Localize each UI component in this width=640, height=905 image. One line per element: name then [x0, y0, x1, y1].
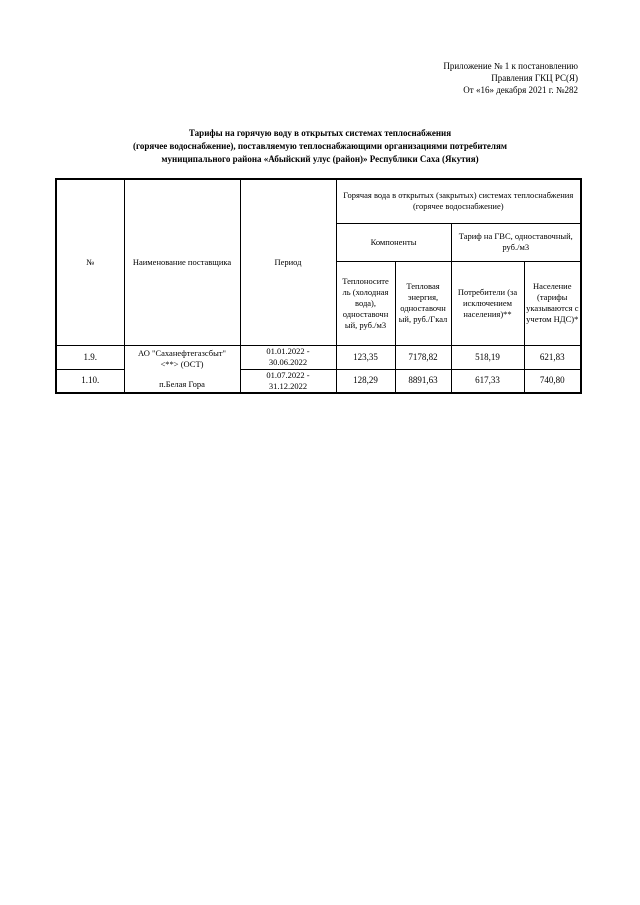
- appendix-line-1: Приложение № 1 к постановлению: [443, 61, 578, 71]
- row-heat-carrier: 123,35: [336, 345, 395, 369]
- appendix-note: [338, 60, 578, 96]
- header-hot-water: Горячая вода в открытых (закрытых) системах теплоснабжения (горячее водоснабжение): [336, 179, 581, 223]
- title-line-1: Тарифы на горячую воду в открытых системах теплоснабжения: [188, 128, 452, 138]
- row-heat-carrier: 128,29: [336, 369, 395, 393]
- row-consumers: 518,19: [451, 345, 524, 369]
- row-heat-energy: 8891,63: [395, 369, 451, 393]
- appendix-line-2: Правления ГКЦ РС(Я): [491, 73, 578, 83]
- row-consumers: 617,33: [451, 369, 524, 393]
- document-title: [60, 127, 580, 166]
- supplier-location: п.Белая Гора: [159, 378, 205, 389]
- row-population: 740,80: [524, 369, 581, 393]
- row-heat-energy: 7178,82: [395, 345, 451, 369]
- header-heat-energy: Тепловая энергия, одноставочн ый, руб./Гкал: [395, 261, 451, 345]
- row-period: [240, 345, 336, 369]
- supplier-name: АО "Саханефтегазсбыт": [138, 347, 226, 358]
- row-num: 1.9.: [56, 345, 124, 369]
- period-end: 30.06.2022: [268, 357, 308, 367]
- supplier-cell: [124, 345, 240, 393]
- table-row: [56, 345, 581, 369]
- header-consumers: Потребители (за исключением населения)**: [451, 261, 524, 345]
- period-start: 01.01.2022 -: [266, 346, 310, 356]
- header-population: Население (тарифы указываются с учетом НДС)*: [524, 261, 581, 345]
- row-population: 621,83: [524, 345, 581, 369]
- title-line-3: муниципального района «Абыйский улус (район)» Республики Саха (Якутия): [161, 154, 479, 164]
- period-end: 31.12.2022: [268, 380, 308, 391]
- row-period: [240, 369, 336, 393]
- header-components: Компоненты: [336, 223, 451, 261]
- header-supplier: Наименование поставщика: [124, 179, 240, 345]
- header-period: Период: [240, 179, 336, 345]
- header-heat-carrier: Теплоносите ль (холодная вода), одноставочн ый, руб./м3: [336, 261, 395, 345]
- title-line-2: (горячее водоснабжение), поставляемую теплоснабжающими организациями потребителям: [133, 141, 507, 151]
- row-num: 1.10.: [56, 369, 124, 393]
- supplier-note: <**> (ОСТ): [160, 358, 204, 369]
- period-start: 01.07.2022 -: [266, 369, 310, 380]
- tariff-table: [55, 178, 582, 394]
- header-tariff-gvs: Тариф на ГВС, одноставочный, руб./м3: [451, 223, 581, 261]
- appendix-line-3: От «16» декабря 2021 г. №282: [463, 85, 578, 95]
- header-num: №: [56, 179, 124, 345]
